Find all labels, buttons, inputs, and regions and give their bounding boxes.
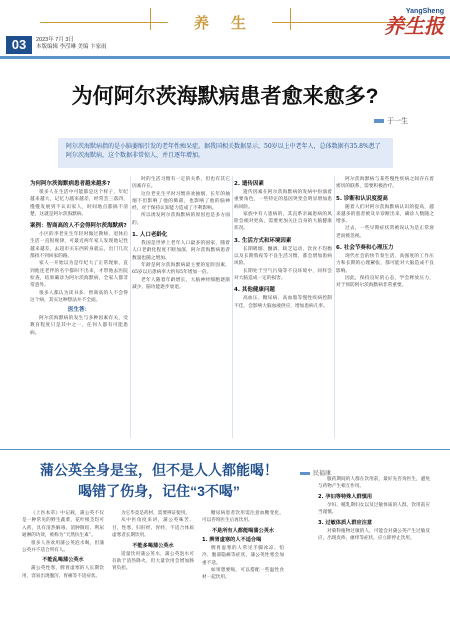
paragraph: 阿尔茨海默病与某些慢性疾病之间存在着密切的联系，需要积极治疗。 xyxy=(336,177,434,190)
article1-body xyxy=(0,176,450,441)
article1-column-2 xyxy=(132,176,230,438)
page-number: 03 xyxy=(6,36,32,54)
paragraph: 小区的李老先生年轻时做过教师，退休后生活一直很规律，可最近两年家人发现他记性越来越差，去超市买东西转身就忘，出门几次都找不到回家的路。 xyxy=(30,232,128,260)
article2-title xyxy=(24,460,294,502)
brand-logo xyxy=(384,8,444,37)
column-rule xyxy=(130,176,131,438)
subheading: 不能乱喝蒲公英水 xyxy=(42,557,84,564)
author-bar xyxy=(374,119,384,123)
article2-column-3 xyxy=(202,510,284,636)
article1-column-4 xyxy=(336,176,434,438)
article1-author xyxy=(374,116,408,126)
subheading: 5. 诊断和认识度提高 xyxy=(336,195,388,202)
paragraph: 如果想要喝，可以搭配一些温性食材一起饮用。 xyxy=(202,568,284,581)
article1-column-3 xyxy=(234,176,332,438)
paragraph: 蒲公英性寒，脾胃虚寒的人长期饮用，容易出现腹泻、胃痛等不适症状。 xyxy=(22,566,104,579)
article1-column-1 xyxy=(30,176,128,438)
subheading: 不能多喝蒲公英水 xyxy=(132,542,174,549)
subheading: 不是所有人都能喝蒲公英水 xyxy=(211,527,275,534)
brand-cn: 养生报 xyxy=(384,14,444,38)
paragraph: 对菊科植物过敏的人，可能会对蒲公英产生过敏反应，出现皮疹、瘙痒等症状，应立即停止饮用。 xyxy=(318,528,430,542)
paragraph: 现代社会的快节奏生活、高强度的工作压力和长期的心理紧张，都可能对大脑造成不良影响。 xyxy=(336,254,434,274)
subheading: 6. 社会节奏和心理压力 xyxy=(336,245,394,252)
paragraph: 所以诱发阿尔茨海默病的原因也是多方面的。 xyxy=(132,213,230,226)
paragraph: 脾胃虚寒的人常见手脚冰凉、怕冷、腹部隐痛等症状，蒲公英性寒会加重不适。 xyxy=(202,545,284,566)
article2-column-4 xyxy=(318,476,430,636)
article1-lead: 阿尔茨海默病指的是小脑萎缩引发的老年性痴呆症。据我国相关数据显示，50岁以上中老年人，总体数据有35.8%患了阿尔茨海默病，这个数据非常惊人，并且逐年增加。 xyxy=(58,138,393,168)
paragraph: 时的生活习惯有一定的关系，但也有其它因素存在。 xyxy=(132,177,230,190)
paragraph: 年龄是阿尔茨海默病最主要的危险因素，65岁以后患病率大约每5年增加一倍。 xyxy=(132,262,230,276)
subheading: 3. 过敏体质人群应注意 xyxy=(318,519,373,526)
paragraph: 很多人喜欢用蒲公英泡水喝，但蒲公英并不适合所有人。 xyxy=(22,540,104,554)
brand-en: YangSheng xyxy=(405,8,444,15)
subheading: 2. 孕妇等特殊人群慎用 xyxy=(318,493,373,500)
paragraph: 适量饮用蒲公英水，蒲公英泡水可有助于清热降火，但大量饮用会增加肠胃负担。 xyxy=(112,551,194,572)
paragraph: 随着人们对阿尔茨海默病认识的提高，越来越多的患者被及早诊断出来，确诊人数随之增多。 xyxy=(336,204,434,225)
paragraph: 老年人随着年龄增长，大脑神经细胞逐渐减少，脑功能逐步衰退。 xyxy=(132,277,230,290)
subheading: 1. 脾胃虚寒的人不适合喝 xyxy=(202,536,262,543)
article2-column-2 xyxy=(112,510,194,636)
paragraph: 这位老先生平时习惯喜欢抽烟，长年的抽烟不但影响了他的肺部，也影响了他的脑神经，对于保持认知能力造成了不利影响。 xyxy=(132,191,230,212)
article2-column-1 xyxy=(22,510,104,636)
page-header xyxy=(0,0,450,58)
subheading: 案例：智商高的人不会得阿尔茨海默病? xyxy=(30,223,127,230)
paragraph: 家族中有人患病的，其直系亲属患病的风险会相对更高，需要更加关注自身的大脑健康状况。 xyxy=(234,211,332,232)
subheading: 为何阿尔茨海默病患者越来越多? xyxy=(30,181,111,187)
section-bracket-right xyxy=(290,8,291,30)
article2-title-line2: 喝错了伤身，记住“3不喝” xyxy=(78,483,240,499)
column-rule xyxy=(334,176,335,438)
paragraph: 从中医角度来讲，蒲公英味苦、甘，性寒，归肝经、胃经，不适合体质虚寒者长期饮用。 xyxy=(112,518,194,539)
paragraph: 遗传因素在阿尔茨海默病的发病中扮演着重要角色，一些特定的基因突变会明显增加患病风险。 xyxy=(234,190,332,210)
editor-line: 本版编辑 李滢琳 美编 卞家雨 xyxy=(36,44,107,50)
paragraph: 很多人在生活中可能都是这个样子，年纪越来越大，记忆力越来越差，经常丢三落四，慢慢发展到不认识家人，时间地点都搞不清楚，这就是阿尔茨海默病。 xyxy=(30,190,128,217)
paragraph: 糖尿病患者饮用需注意血糖变化，可以咨询医生后再饮用。 xyxy=(202,511,284,524)
paragraph: 服药期间的人群在饮用前，最好先咨询医生，避免与药物产生相互作用。 xyxy=(318,477,430,490)
paragraph: 为它毕竟是药材，需要辨证使用。 xyxy=(121,511,190,516)
paragraph: 孕妇、哺乳期妇女以及过敏体质的人群，饮用前应当谨慎。 xyxy=(318,502,430,516)
paragraph: 家人一开始以为是年纪大了正常现象，直到他连老伴的名字都叫不出来，才带他去医院检查，结果确诊为阿尔茨海默病，全家人都非常意外。 xyxy=(30,261,128,289)
article1-author-name: 于一生 xyxy=(387,117,408,125)
article1-title: 为何阿尔茨海默病患者愈来愈多? xyxy=(71,85,379,108)
article2-author-name: 民福康 xyxy=(313,470,332,477)
paragraph: 过去，一些早期症状常被误认为是正常衰老而被忽视。 xyxy=(336,226,434,239)
article2-title-line1: 蒲公英全身是宝，但不是人人都能喝！ xyxy=(40,462,278,478)
subheading: 2. 遗传因素 xyxy=(234,181,264,187)
paragraph: 很多人都认为读书多、智商高的人不会得这个病，其实这种想法并不全面。 xyxy=(30,290,128,303)
section-title xyxy=(150,12,290,33)
subheading: 4. 其他健康问题 xyxy=(234,287,275,294)
paragraph: 《上医本草》中记载，蒲公英不仅是一种常见的野生蔬菜，花叶根茎均可入药，具有清热解毒、消肿散结、利尿通淋的功效，被称为“天然抗生素”。 xyxy=(22,511,104,539)
header-band xyxy=(0,56,450,59)
issue-info xyxy=(36,37,107,51)
article-divider xyxy=(0,449,450,450)
paragraph: 高血压、糖尿病、高血脂等慢性疾病控制不佳，会影响大脑血液供应，增加患病几率。 xyxy=(234,296,332,309)
subheading: 3. 生活方式和环境因素 xyxy=(234,237,292,244)
paragraph: 长期吸烟、酗酒、缺乏运动、饮食不均衡以及长期熬夜等不良生活习惯，都会增加患病风险。 xyxy=(234,246,332,267)
paragraph: 长期处于空气污染等不良环境中，同样会对大脑造成一定的损害。 xyxy=(234,268,332,281)
subheading: 1. 人口老龄化 xyxy=(132,232,168,239)
paragraph: 阿尔茨海默病的发生与多种因素有关，受教育程度只是其中之一，任何人都有可能患病。 xyxy=(30,316,128,336)
column-rule xyxy=(232,176,233,438)
subheading: 医生答： xyxy=(67,307,90,314)
section-label: 养生 xyxy=(168,14,272,32)
author-bar xyxy=(300,472,310,475)
issue-date: 2023年 7月 3日 xyxy=(36,37,74,43)
paragraph: 因此，保持良好的心态，学会释放压力，对于预防阿尔茨海默病非常重要。 xyxy=(336,275,434,289)
paragraph: 我国是世界上老年人口最多的国家，随着人口老龄化程度不断加深，阿尔茨海默病患者数量也随之增加。 xyxy=(132,241,230,261)
